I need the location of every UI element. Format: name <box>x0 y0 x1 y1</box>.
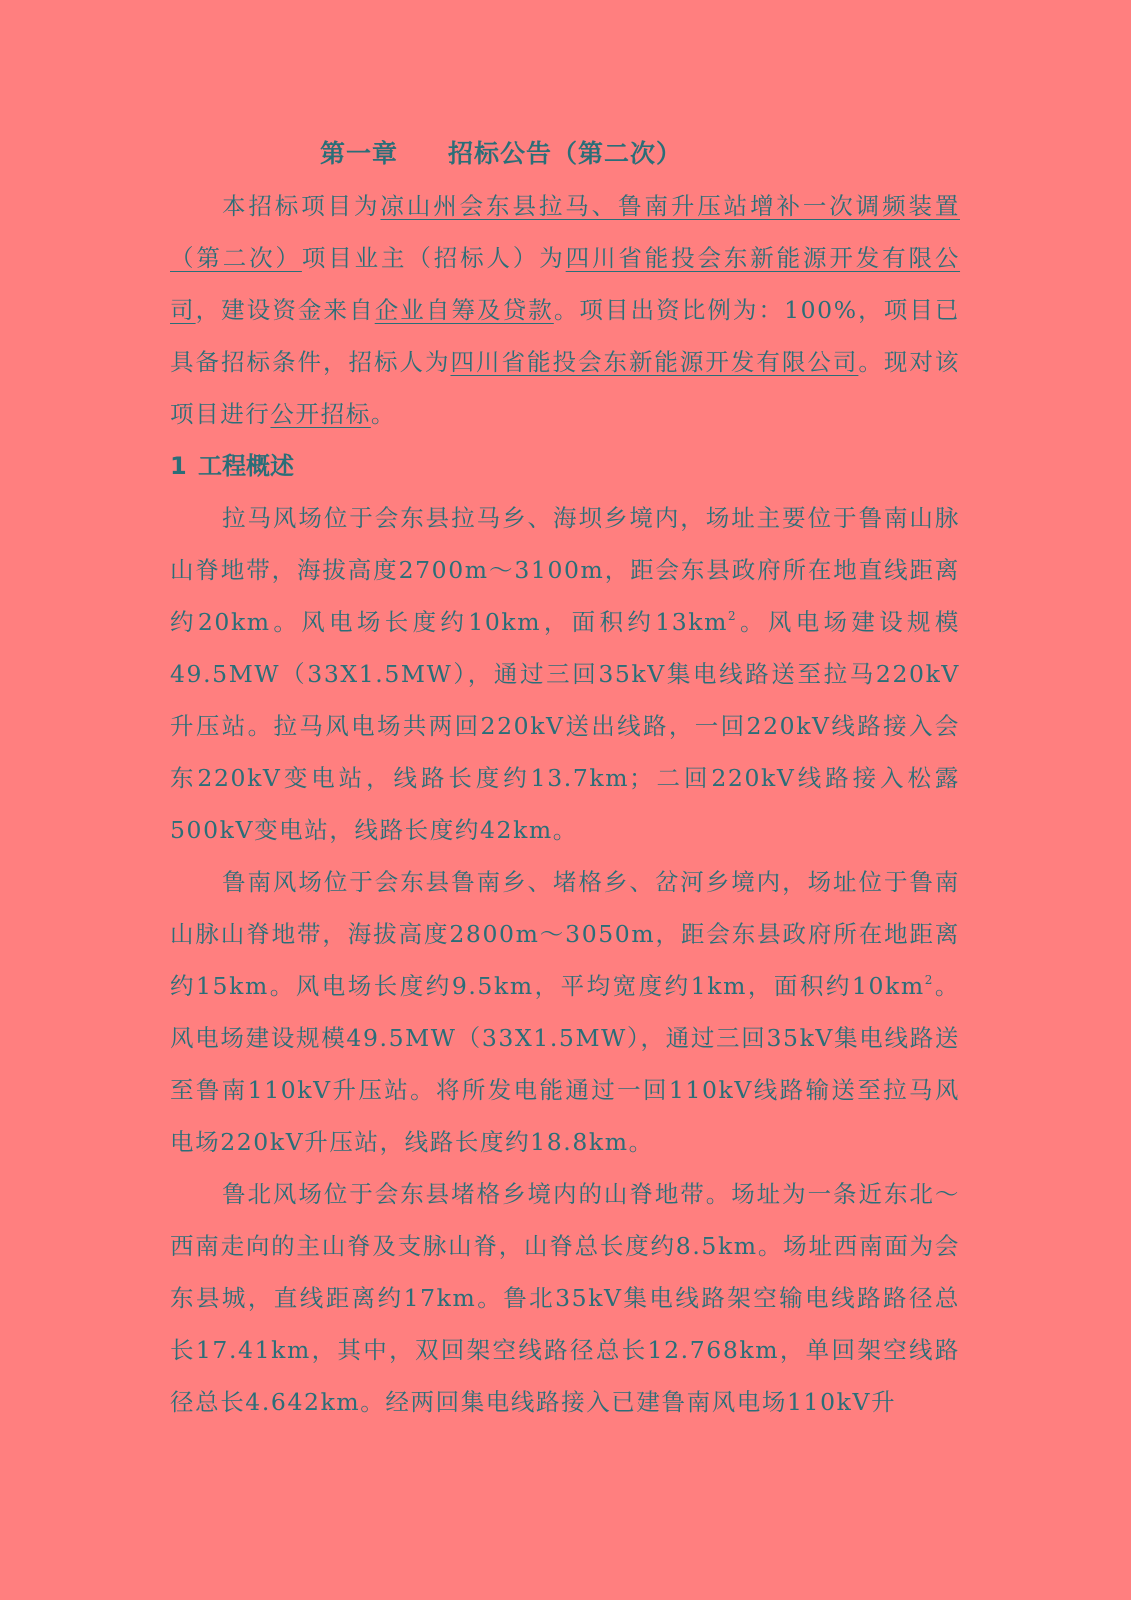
intro-text-1: 本招标项目为 <box>222 192 381 220</box>
project-name: 凉山州会东县拉马、鲁南升压站增补一次调频装置（第二次） <box>170 192 960 272</box>
intro-text-3: ，建设资金来自 <box>195 296 375 324</box>
intro-text-5: 。现对该项目进行 <box>170 348 960 428</box>
lama-text-a: 拉马风场位于会东县拉马乡、海坝乡境内，场址主要位于鲁南山脉山脊地带，海拔高度2700m～3100m，距会东县政府所在地直线距离约20km。风电场长度约10km，面积约13km <box>170 504 960 636</box>
intro-paragraph <box>170 180 960 440</box>
intro-text-4: 。项目出资比例为：100%，项目已具备招标条件，招标人为 <box>170 296 961 376</box>
tenderer-name: 四川省能投会东新能源开发有限公司 <box>450 348 859 376</box>
intro-text-6: 。 <box>370 400 396 428</box>
lunan-superscript: 2 <box>924 973 934 987</box>
lama-superscript: 2 <box>728 609 738 623</box>
chapter-number: 第一章 <box>320 139 399 168</box>
lubei-paragraph: 鲁北风场位于会东县堵格乡境内的山脊地带。场址为一条近东北～西南走向的主山脊及支脉山脊，山脊总长度约8.5km。场址西南面为会东县城，直线距离约17km。鲁北35kV集电线路架空输电线路路径总长17.41km，其中，双回架空线路径总长12.768km，单回架空线路径总长4.642km。经两回集电线路接入已建鲁南风电场110kV升 <box>170 1180 960 1416</box>
chapter-name: 招标公告（第二次） <box>448 139 683 168</box>
document-page <box>170 128 960 1428</box>
section-title: 工程概述 <box>198 452 294 480</box>
section-heading <box>170 440 960 492</box>
lunan-paragraph <box>170 856 960 1168</box>
lunan-text-b: 。风电场建设规模49.5MW（33X1.5MW），通过三回35kV集电线路送至鲁南110kV升压站。将所发电能通过一回110kV线路输送至拉马风电场220kV升压站，线路长度约18.8km。 <box>170 972 960 1156</box>
lama-text-b: 。风电场建设规模49.5MW（33X1.5MW），通过三回35kV集电线路送至拉马220kV升压站。拉马风电场共两回220kV送出线路，一回220kV线路接入会东220kV变电站，线路长度约13.7km；二回220kV线路接入松露500kV变电站，线路长度约42km。 <box>170 608 960 844</box>
lama-paragraph <box>170 492 960 856</box>
chapter-title <box>170 128 960 180</box>
lunan-text-a: 鲁南风场位于会东县鲁南乡、堵格乡、岔河乡境内，场址位于鲁南山脉山脊地带，海拔高度2800m～3050m，距会东县政府所在地距离约15km。风电场长度约9.5km，平均宽度约1km，面积约10km <box>170 868 960 1000</box>
project-owner: 四川省能投会东新能源开发有限公司 <box>170 244 961 324</box>
intro-text-2: 项目业主（招标人）为 <box>301 244 566 272</box>
tender-method: 公开招标 <box>270 400 371 428</box>
funding-source: 企业自筹及贷款 <box>374 296 554 324</box>
section-number: 1 <box>170 452 187 480</box>
